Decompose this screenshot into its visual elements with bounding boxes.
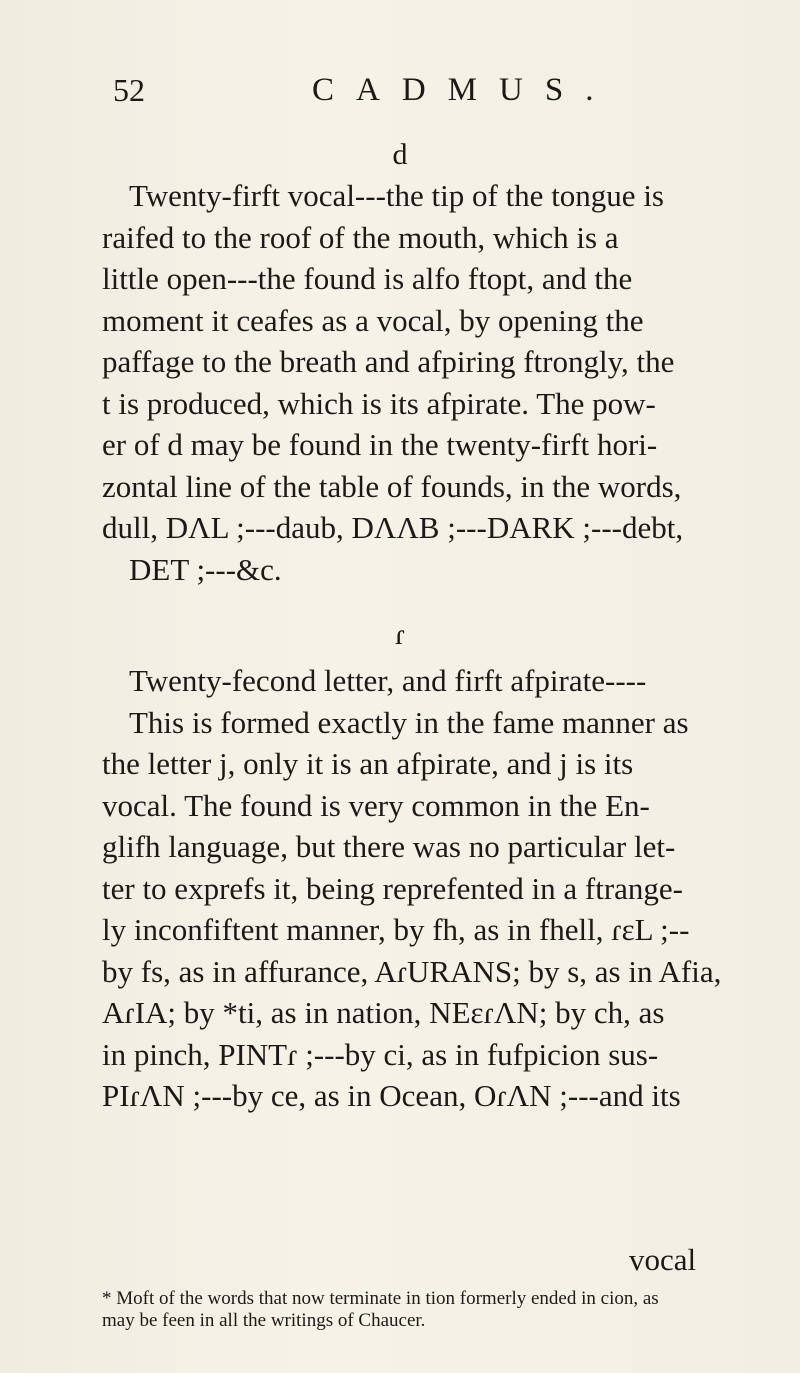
text-line: zontal line of the table of founds, in the words, bbox=[102, 468, 682, 504]
footnote-line: may be feen in all the writings of Chaucer. bbox=[102, 1310, 426, 1331]
section-heading-r: ɾ bbox=[395, 618, 405, 651]
text-line: er of d may be found in the twenty-firft hori- bbox=[102, 427, 658, 462]
text-line: moment it ceafes as a vocal, by opening the bbox=[102, 302, 644, 338]
catchword: vocal bbox=[629, 1242, 697, 1277]
text-line: by fs, as in affurance, AɾURANS; by s, as in Afia, bbox=[102, 953, 722, 989]
text-line: This is formed exactly in the fame manner as bbox=[129, 704, 689, 740]
running-head: CADMUS. bbox=[312, 72, 616, 108]
text-line: Twenty-firft vocal---the tip of the tongue is bbox=[129, 178, 664, 213]
text-line: vocal. The found is very common in the En- bbox=[102, 787, 650, 823]
text-line: in pinch, PINTɾ ;---by ci, as in fufpicion sus- bbox=[102, 1036, 659, 1072]
text-line: paffage to the breath and afpiring ftrongly, the bbox=[102, 344, 675, 379]
paragraph-r bbox=[102, 660, 722, 1117]
section-heading-d: d bbox=[392, 138, 408, 171]
text-line: PIɾɅN ;---by ce, as in Ocean, OɾɅN ;---and its bbox=[102, 1078, 681, 1113]
footnote-line: * Moft of the words that now terminate in tion formerly ended in cion, as bbox=[102, 1288, 659, 1309]
text-line: dull, DɅL ;---daub, DɅɅB ;---DARK ;---debt, bbox=[102, 510, 684, 545]
paragraph-d bbox=[102, 175, 692, 590]
text-line: glifh language, but there was no particular let- bbox=[102, 829, 676, 864]
footnote bbox=[102, 1288, 702, 1332]
text-line: ter to exprefs it, being reprefented in a ftrange- bbox=[102, 870, 683, 906]
page-number: 52 bbox=[113, 72, 145, 108]
text-line: little open---the found is alfo ftopt, and the bbox=[102, 261, 633, 296]
text-line: Twenty-fecond letter, and firft afpirate---- bbox=[129, 663, 647, 698]
text-line: DET ;---&c. bbox=[129, 551, 282, 587]
text-line: ly inconfiftent manner, by fh, as in fhell, ɾɛL ;-- bbox=[102, 912, 690, 947]
page-header bbox=[0, 72, 800, 112]
text-line: AɾIA; by *ti, as in nation, NEɛɾɅN; by ch, as bbox=[102, 995, 665, 1030]
text-line: the letter j, only it is an afpirate, and j is its bbox=[102, 746, 634, 781]
text-line: raifed to the roof of the mouth, which is a bbox=[102, 219, 619, 255]
text-line: t is produced, which is its afpirate. The pow- bbox=[102, 385, 656, 421]
